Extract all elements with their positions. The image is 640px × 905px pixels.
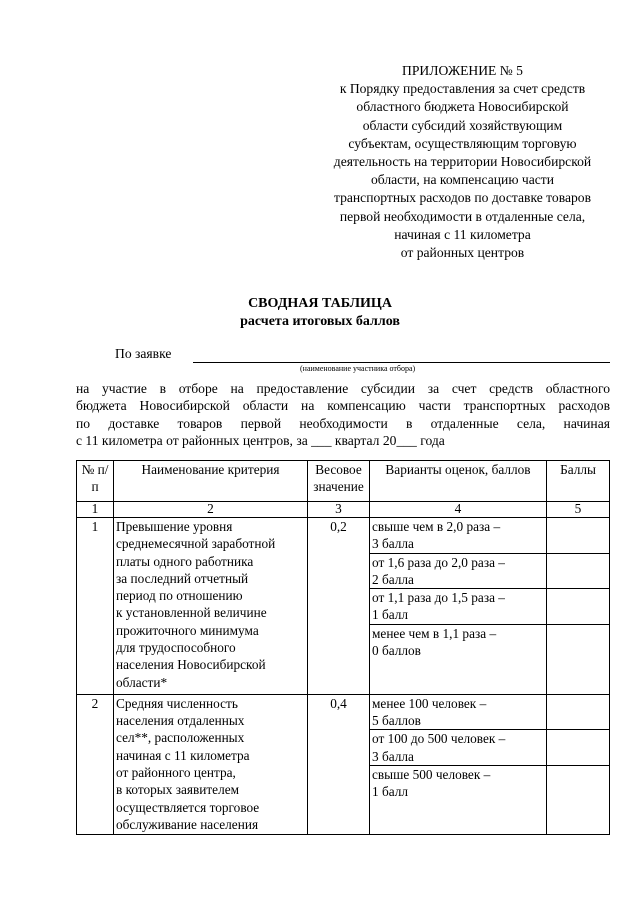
appendix-line: области субсидий хозяйствующим	[362, 117, 563, 133]
appendix-line: начиная с 11 километра	[394, 226, 531, 242]
weight-value: 0,4	[308, 694, 370, 834]
appendix-line: первой необходимости в отдаленные села,	[339, 208, 586, 224]
score-cell[interactable]	[547, 518, 610, 554]
participant-hint: (наименование участника отбора)	[300, 364, 416, 373]
appendix-line: области, на компенсацию части	[370, 172, 555, 188]
table-row	[77, 694, 610, 730]
header-weight: Весовое значение	[308, 461, 370, 502]
appendix-line: ПРИЛОЖЕНИЕ № 5	[402, 63, 523, 78]
col-number: 5	[547, 502, 610, 518]
header-options: Варианты оценок, баллов	[370, 461, 547, 502]
application-line	[115, 346, 610, 362]
option-cell: от 1,6 раза до 2,0 раза – 2 балла	[370, 553, 547, 589]
table-header-row	[77, 461, 610, 502]
option-cell: от 100 до 500 человек – 3 балла	[370, 730, 547, 766]
table-row	[77, 518, 610, 554]
option-cell: свыше чем в 2,0 раза – 3 балла	[370, 518, 547, 554]
document-subtitle: расчета итоговых баллов	[240, 314, 400, 329]
col-number: 2	[114, 502, 308, 518]
participant-name-field[interactable]	[193, 362, 610, 363]
score-cell[interactable]	[547, 589, 610, 625]
score-cell[interactable]	[547, 730, 610, 766]
appendix-line: областного бюджета Новосибирской	[356, 99, 569, 115]
appendix-line: деятельность на территории Новосибирской	[333, 154, 592, 170]
application-label: По заявке	[115, 346, 172, 361]
appendix-line: транспортных расходов по доставке товаров	[333, 190, 592, 206]
table-col-numbers-row	[77, 502, 610, 518]
body-paragraph	[76, 380, 610, 449]
score-cell[interactable]	[547, 765, 610, 834]
body-line: бюджета Новосибирской области на компенсацию части транспортных расходов	[76, 398, 610, 414]
col-number: 3	[308, 502, 370, 518]
score-cell[interactable]	[547, 694, 610, 730]
option-cell: от 1,1 раза до 1,5 раза – 1 балл	[370, 589, 547, 625]
body-line: с 11 километра от районных центров, за ___ квартал 20___ года	[76, 432, 445, 448]
header-num: № п/п	[77, 461, 114, 502]
appendix-line: от районных центров	[400, 245, 525, 261]
header-score: Баллы	[547, 461, 610, 502]
criterion-text: Превышение уровня среднемесячной заработной платы одного работника за последний отчетный период по отношению к установленной величине прожиточного минимума для трудоспособного населения Новосибирской области*	[114, 518, 308, 695]
score-cell[interactable]	[547, 624, 610, 694]
criterion-text: Средняя численность населения отдаленных сел**, расположенных начиная с 11 километра от районного центра, в которых заявителем осуществляется торговое обслуживание населения	[114, 694, 308, 834]
option-cell: менее чем в 1,1 раза – 0 баллов	[370, 624, 547, 694]
row-num: 1	[77, 518, 114, 695]
score-cell[interactable]	[547, 553, 610, 589]
appendix-block	[300, 62, 625, 262]
option-cell: свыше 500 человек – 1 балл	[370, 765, 547, 834]
body-line: на участие в отборе на предоставление субсидии за счет средств областного	[76, 381, 610, 396]
header-criterion: Наименование критерия	[114, 461, 308, 502]
weight-value: 0,2	[308, 518, 370, 695]
appendix-line: к Порядку предоставления за счет средств	[339, 81, 586, 97]
appendix-line: субъектам, осуществляющим торговую	[348, 135, 577, 151]
document-title: СВОДНАЯ ТАБЛИЦА	[248, 296, 392, 311]
body-line: по доставке товаров первой необходимости в отдаленные села, начиная	[76, 415, 610, 431]
score-table	[76, 460, 610, 835]
col-number: 4	[370, 502, 547, 518]
row-num: 2	[77, 694, 114, 834]
option-cell: менее 100 человек – 5 баллов	[370, 694, 547, 730]
col-number: 1	[77, 502, 114, 518]
